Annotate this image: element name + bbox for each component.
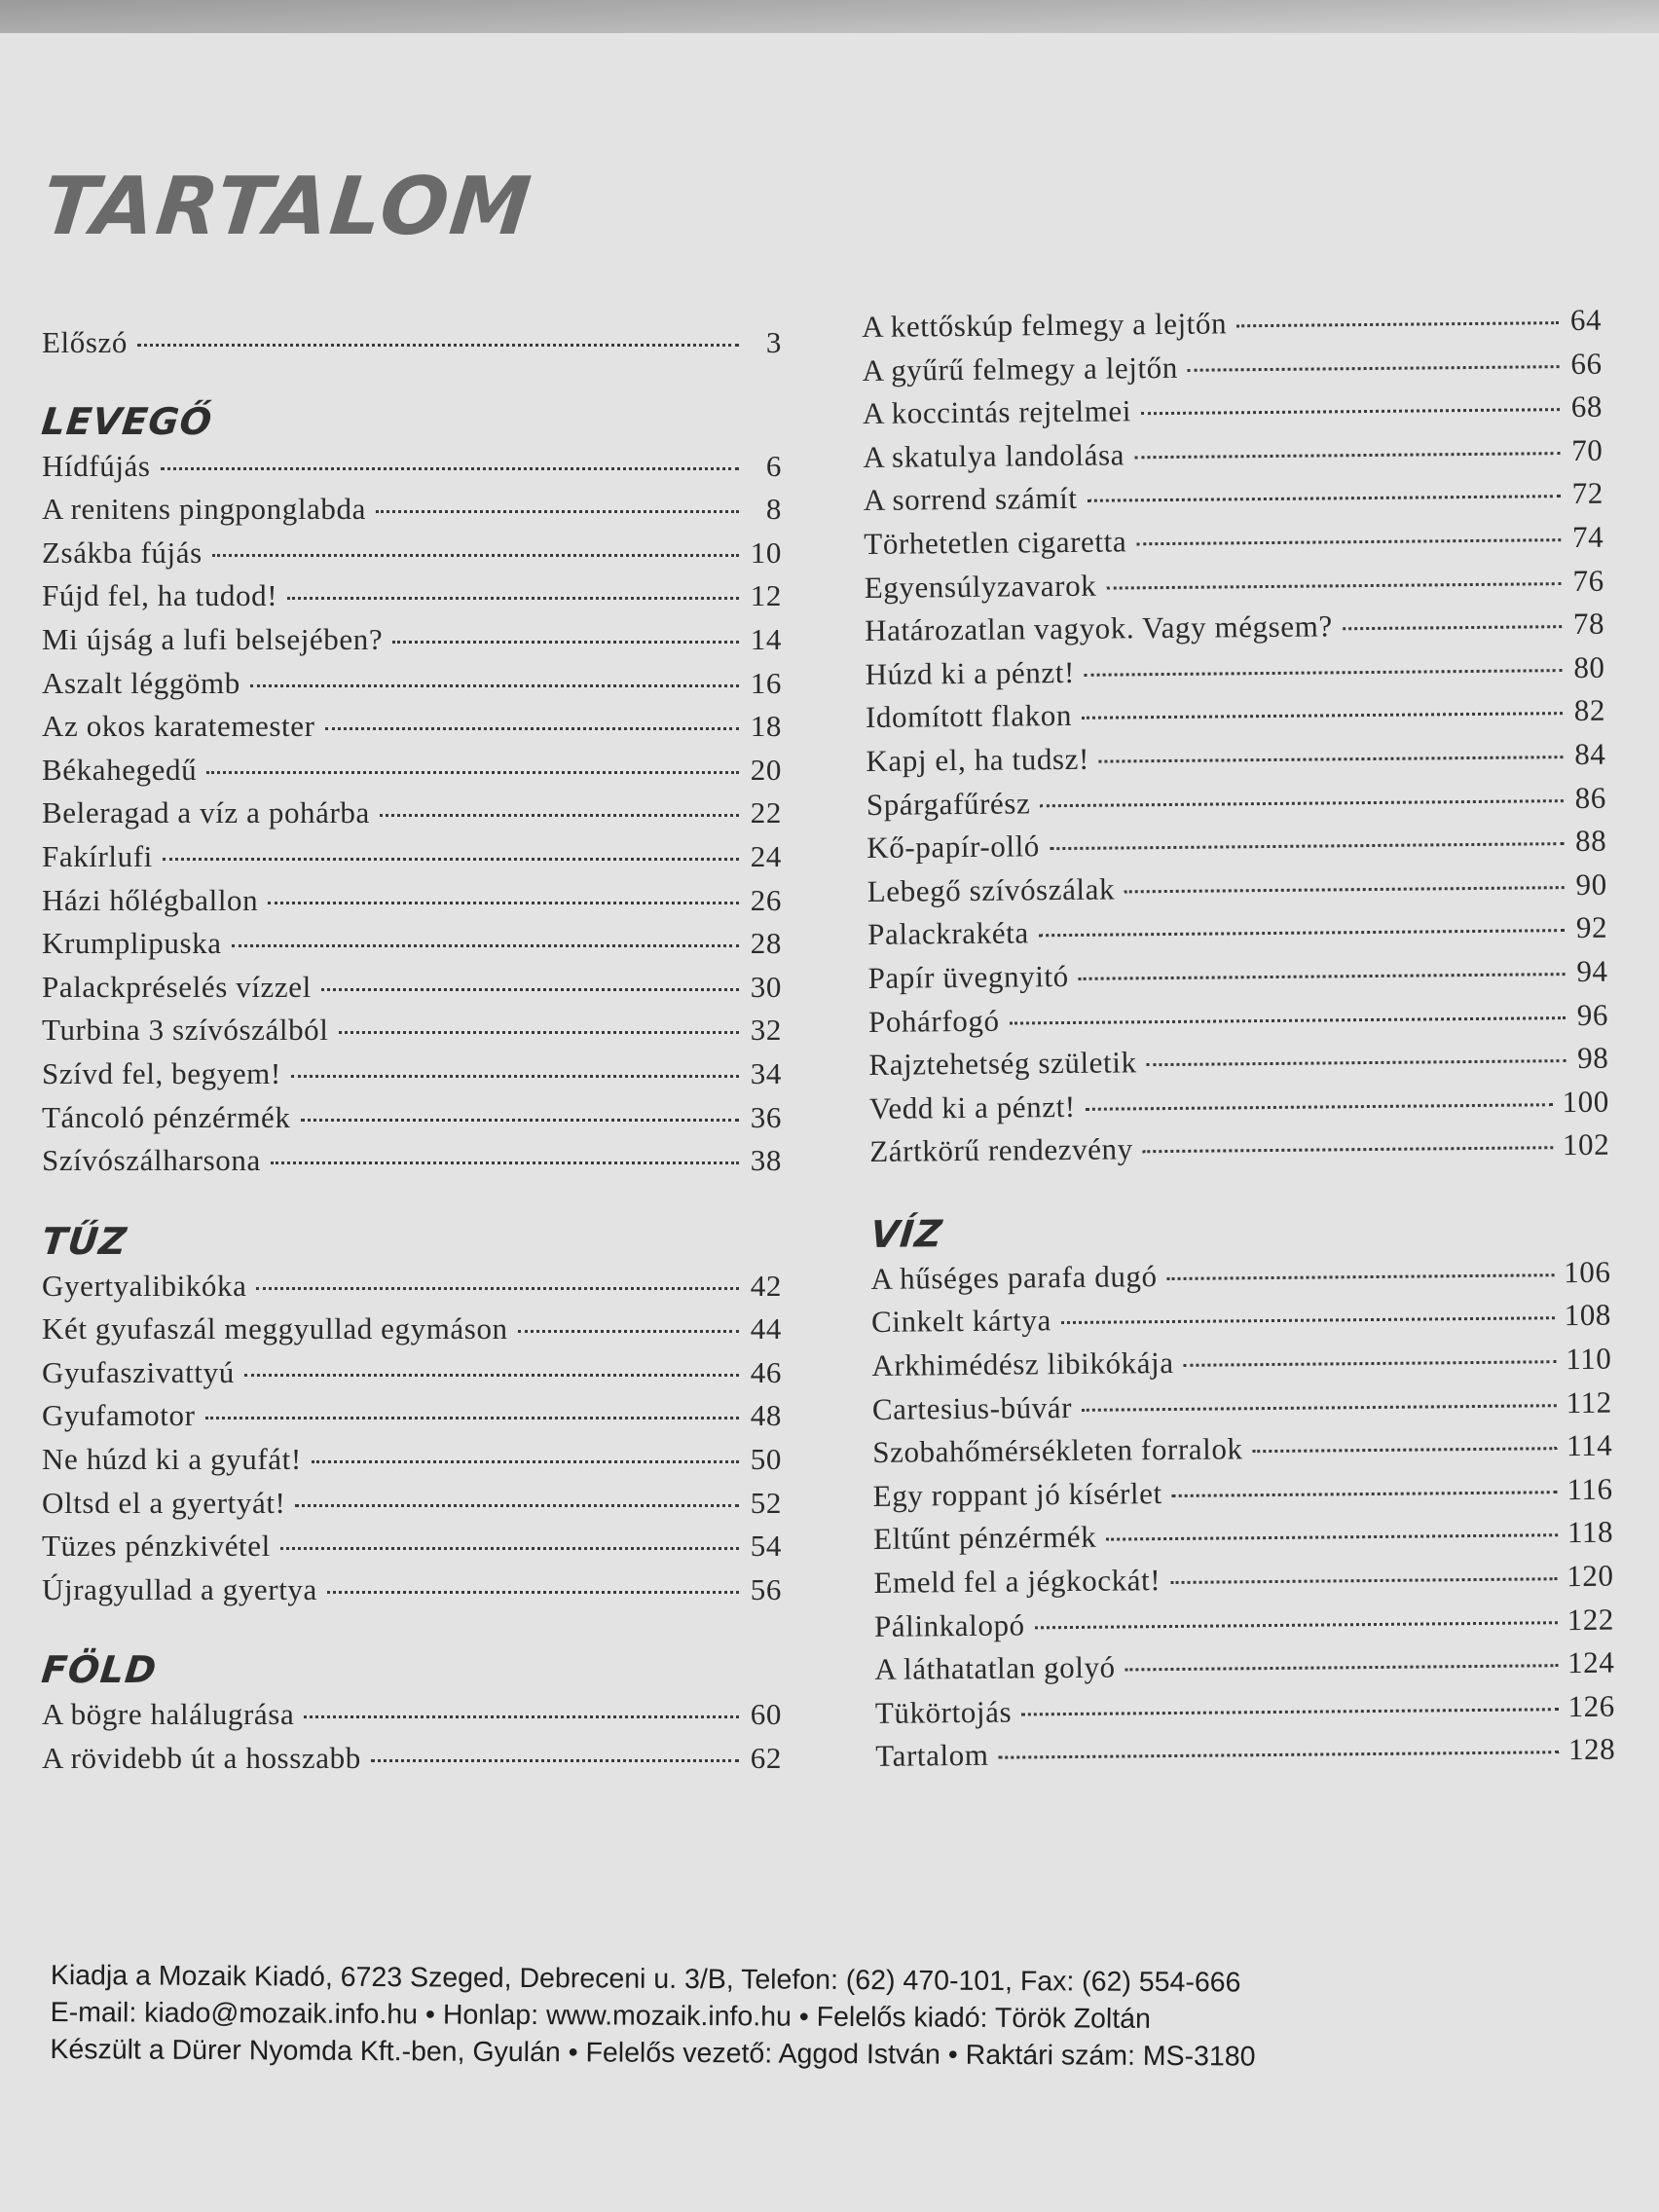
toc-entry <box>42 622 782 666</box>
toc-entry <box>863 432 1603 483</box>
toc-entry-title: Ne húzd ki a gyufát! <box>42 1442 302 1477</box>
toc-entry-title: A renitens pingponglabda <box>42 492 366 527</box>
toc-entry-page: 60 <box>750 1697 782 1732</box>
toc-entry-title: Idomított flakon <box>865 698 1073 735</box>
leader-dots <box>1147 1059 1567 1066</box>
toc-entry-title: A koccintás rejtelmei <box>862 393 1132 431</box>
toc-entry-title: Húzd ki a pénzt! <box>865 654 1076 691</box>
toc-entry <box>874 1645 1614 1696</box>
leader-dots <box>376 510 739 513</box>
toc-entry <box>863 389 1603 440</box>
toc-entry <box>42 449 782 493</box>
leader-dots <box>1082 712 1563 719</box>
toc-entry <box>875 1688 1615 1739</box>
toc-entry-title: A rövidebb út a hosszabb <box>42 1741 361 1776</box>
toc-entry-title: Palackpréselés vízzel <box>42 969 312 1004</box>
toc-section-fold-continued <box>862 303 1610 1178</box>
toc-entry-title: Egy roppant jó kísérlet <box>872 1475 1162 1513</box>
toc-entry-page: 98 <box>1577 1040 1609 1076</box>
toc-entry <box>42 325 782 369</box>
toc-entry-title: Palackrakéta <box>866 915 1029 952</box>
toc-entry-title: A kettőskúp felmegy a lejtőn <box>862 306 1228 344</box>
leader-dots <box>1079 973 1566 980</box>
toc-entry <box>871 1298 1611 1348</box>
leader-dots <box>1021 1708 1558 1715</box>
toc-entry-title: Békahegedű <box>42 752 198 787</box>
toc-entry-page: 6 <box>765 448 782 483</box>
leader-dots <box>1061 1317 1555 1325</box>
leader-dots <box>339 1031 740 1034</box>
imprint-line: Kiadja a Mozaik Kiadó, 6723 Szeged, Debreceni u. 3/B, Telefon: (62) 470-101, Fax: (62) 554-666 <box>50 1960 1241 1999</box>
toc-entry <box>42 1269 782 1312</box>
toc-entry <box>864 520 1604 571</box>
toc-entry-title: Szobahőmérsékleten forralok <box>872 1431 1243 1470</box>
toc-entry <box>873 1515 1613 1566</box>
leader-dots <box>1086 1103 1553 1111</box>
leader-dots <box>301 1119 740 1122</box>
toc-entry <box>865 649 1604 700</box>
leader-dots <box>212 554 739 557</box>
leader-dots <box>256 1287 739 1290</box>
toc-entry <box>42 795 782 839</box>
leader-dots <box>280 1547 739 1550</box>
toc-entry <box>873 1471 1613 1522</box>
toc-entry-title: Szívószálharsona <box>42 1143 261 1178</box>
toc-entry-page: 36 <box>750 1099 782 1134</box>
toc-entry <box>866 824 1606 874</box>
toc-entry-title: A láthatatlan golyó <box>874 1649 1116 1687</box>
toc-entry-title: Rajztehetség születik <box>868 1045 1137 1083</box>
toc-entry-title: Tükörtojás <box>874 1694 1013 1730</box>
toc-entry-page: 86 <box>1574 780 1607 815</box>
toc-entry-title: Zsákba fújás <box>42 535 203 570</box>
page-title: TARTALOM <box>38 161 537 253</box>
toc-entry <box>866 737 1605 788</box>
imprint-line: Készült a Dürer Nyomda Kft.-ben, Gyulán • Felelős vezető: Aggod István • Raktári szám: MS-3180 <box>50 2033 1256 2073</box>
toc-entry-page: 32 <box>750 1013 782 1048</box>
toc-entry <box>865 563 1604 613</box>
toc-section-levego <box>42 449 782 1187</box>
leader-dots <box>206 771 739 774</box>
leader-dots <box>518 1330 739 1333</box>
toc-entry-page: 66 <box>1570 346 1603 381</box>
toc-entry-title: Határozatlan vagyok. Vagy mégsem? <box>864 608 1333 648</box>
toc-entry <box>873 1559 1613 1609</box>
toc-entry-page: 118 <box>1567 1515 1614 1550</box>
leader-dots <box>163 858 739 861</box>
toc-entry-page: 88 <box>1574 823 1607 859</box>
toc-entry <box>42 1143 782 1187</box>
toc-entry-title: Krumplipuska <box>42 926 222 961</box>
toc-entry-title: A bögre halálugrása <box>42 1697 295 1732</box>
toc-entry-title: Gyufaszivattyú <box>42 1354 235 1389</box>
toc-entry <box>870 1255 1610 1306</box>
toc-entry-page: 30 <box>750 969 782 1004</box>
toc-entry-page: 64 <box>1569 302 1603 338</box>
leader-dots <box>1124 886 1565 893</box>
toc-section-viz <box>870 1255 1615 1783</box>
section-heading-fold: FÖLD <box>39 1648 160 1692</box>
toc-entry <box>42 1741 782 1785</box>
toc-entry-page: 26 <box>750 882 782 917</box>
leader-dots <box>1143 1147 1553 1154</box>
section-heading-viz: VÍZ <box>868 1212 945 1256</box>
toc-entry <box>42 1056 782 1100</box>
leader-dots <box>325 727 739 730</box>
toc-entry <box>872 1384 1612 1435</box>
toc-entry-page: 34 <box>750 1055 782 1090</box>
toc-entry-title: Kapj el, ha tudsz! <box>866 741 1090 778</box>
leader-dots <box>1050 842 1564 850</box>
toc-entry-title: Az okos karatemester <box>42 709 315 744</box>
toc-entry <box>42 1572 782 1616</box>
toc-entry-title: Táncoló pénzérmék <box>42 1099 291 1134</box>
leader-dots <box>295 1504 739 1507</box>
toc-entry-page: 122 <box>1567 1602 1615 1637</box>
toc-entry-page: 128 <box>1567 1732 1616 1767</box>
toc-entry-title: Két gyufaszál meggyullad egymáson <box>42 1311 508 1346</box>
toc-entry-page: 90 <box>1575 866 1607 902</box>
toc-entry-title: Lebegő szívószálak <box>866 871 1116 908</box>
toc-entry <box>42 709 782 753</box>
toc-entry <box>871 1342 1611 1392</box>
toc-entry-title: Fújd fel, ha tudod! <box>42 578 278 613</box>
leader-dots <box>1170 1577 1557 1584</box>
toc-entry-page: 76 <box>1572 563 1604 598</box>
toc-entry-page: 94 <box>1576 953 1608 988</box>
toc-entry-page: 42 <box>750 1268 782 1303</box>
toc-entry-title: Egyensúlyzavarok <box>864 568 1097 605</box>
toc-entry-title: Gyufamotor <box>42 1398 196 1433</box>
toc-entry <box>42 1100 782 1144</box>
toc-entry-page: 18 <box>750 709 782 744</box>
toc-entry-page: 92 <box>1575 909 1608 945</box>
toc-entry-page: 78 <box>1572 606 1605 642</box>
leader-dots <box>137 344 739 347</box>
imprint-line: E-mail: kiado@mozaik.info.hu • Honlap: www.mozaik.info.hu • Felelős kiadó: Török Zoltán <box>50 1996 1152 2035</box>
toc-entry-page: 28 <box>750 926 782 961</box>
toc-entry <box>42 1486 782 1530</box>
toc-entry <box>869 1127 1609 1178</box>
toc-entry-title: A sorrend számít <box>863 481 1078 518</box>
leader-dots <box>244 1374 739 1377</box>
leader-dots <box>1040 799 1564 807</box>
toc-entry-page: 3 <box>765 325 782 359</box>
toc-entry-title: Kő-papír-olló <box>866 829 1041 866</box>
toc-entry-page: 54 <box>750 1529 782 1564</box>
leader-dots <box>1141 408 1560 415</box>
toc-entry <box>862 346 1602 396</box>
leader-dots <box>271 1161 739 1164</box>
leader-dots <box>1106 1534 1558 1541</box>
toc-entry <box>875 1732 1615 1783</box>
leader-dots <box>312 1460 739 1463</box>
toc-entry-title: A gyűrű felmegy a lejtőn <box>862 350 1179 387</box>
toc-entry-page: 24 <box>750 838 782 873</box>
toc-entry-page: 62 <box>750 1741 782 1776</box>
leader-dots <box>1125 1664 1558 1671</box>
leader-dots <box>1010 1016 1566 1024</box>
toc-entry-page: 116 <box>1567 1471 1613 1506</box>
toc-entry-title: Tartalom <box>875 1738 989 1774</box>
toc-entry <box>42 578 782 622</box>
toc-entry <box>42 926 782 970</box>
toc-entry-title: Szívd fel, begyem! <box>42 1055 281 1090</box>
toc-entry-page: 96 <box>1576 997 1609 1032</box>
toc-entry-page: 124 <box>1567 1644 1615 1680</box>
toc-entry-page: 8 <box>765 492 782 527</box>
toc-entry-page: 46 <box>750 1354 782 1389</box>
toc-entry-page: 72 <box>1571 476 1604 511</box>
toc-entry-page: 38 <box>750 1143 782 1178</box>
toc-entry-page: 56 <box>750 1571 782 1606</box>
toc-entry-page: 14 <box>750 621 782 656</box>
toc-entry-title: Eltűnt pénzérmék <box>872 1520 1097 1557</box>
leader-dots <box>1167 1273 1555 1280</box>
toc-entry <box>42 535 782 579</box>
leader-dots <box>1188 365 1560 372</box>
toc-entry <box>42 666 782 710</box>
toc-entry-page: 10 <box>750 535 782 570</box>
toc-entry-page: 50 <box>750 1442 782 1477</box>
leader-dots <box>327 1591 739 1594</box>
toc-entry-title: Cartesius-búvár <box>871 1389 1073 1426</box>
toc-entry-title: Tüzes pénzkivétel <box>42 1529 271 1564</box>
publisher-imprint <box>50 1957 1256 2076</box>
toc-entry-title: Fakírlufi <box>42 838 153 873</box>
toc-entry-page: 80 <box>1573 649 1605 684</box>
leader-dots <box>371 1759 739 1762</box>
toc-entry-page: 74 <box>1571 519 1604 554</box>
toc-right-column <box>862 303 1615 1783</box>
leader-dots <box>232 944 739 947</box>
leader-dots <box>205 1417 739 1419</box>
leader-dots <box>1082 1404 1557 1412</box>
leader-dots <box>161 467 739 470</box>
leader-dots <box>1088 495 1561 502</box>
leader-dots <box>1236 321 1559 327</box>
toc-entry <box>42 753 782 796</box>
leader-dots <box>1099 756 1564 763</box>
toc-entry <box>874 1602 1614 1652</box>
toc-entry-title: Arkhimédész libikókája <box>871 1346 1174 1383</box>
toc-entry-title: Oltsd el a gyertyát! <box>42 1485 286 1520</box>
toc-entry-title: Aszalt léggömb <box>42 665 240 700</box>
toc-entry-page: 100 <box>1562 1084 1610 1119</box>
toc-entry-page: 20 <box>750 752 782 787</box>
leader-dots <box>304 1715 739 1718</box>
toc-entry <box>42 883 782 927</box>
leader-dots <box>1253 1447 1558 1453</box>
leader-dots <box>250 684 739 687</box>
toc-entry <box>867 954 1607 1005</box>
toc-entry <box>42 1442 782 1486</box>
toc-entry-page: 52 <box>750 1485 782 1520</box>
leader-dots <box>1172 1491 1558 1497</box>
toc-entry <box>42 492 782 535</box>
toc-entry-title: Házi hőlégballon <box>42 882 259 917</box>
toc-section-fold <box>42 1697 782 1784</box>
leader-dots <box>1085 669 1563 677</box>
toc-entry-page: 44 <box>750 1311 782 1346</box>
leader-dots <box>1134 452 1560 459</box>
leader-dots <box>1039 929 1565 937</box>
leader-dots <box>1343 625 1562 630</box>
toc-entry <box>868 1041 1608 1091</box>
toc-entry-page: 22 <box>750 795 782 830</box>
toc-entry-title: A skatulya landolása <box>863 437 1125 474</box>
toc-entry-title: Vedd ki a pénzt! <box>868 1088 1076 1125</box>
toc-entry-title: Újragyullad a gyertya <box>42 1571 317 1606</box>
toc-entry-title: Spárgafűrész <box>866 785 1031 822</box>
toc-entry <box>869 1084 1609 1134</box>
toc-entry-page: 114 <box>1566 1427 1613 1463</box>
leader-dots <box>291 1075 739 1078</box>
toc-entry-title: Turbina 3 szívószálból <box>42 1013 329 1048</box>
section-heading-levego: LEVEGŐ <box>39 399 215 443</box>
toc-entry-page: 126 <box>1567 1688 1615 1723</box>
leader-dots <box>380 814 739 817</box>
section-heading-tuz: TŰZ <box>39 1219 129 1263</box>
toc-entry <box>862 303 1602 353</box>
toc-entry-title: Mi újság a lufi belsejében? <box>42 621 384 656</box>
toc-entry <box>865 607 1604 657</box>
toc-entry <box>864 476 1604 527</box>
toc-entry <box>42 1398 782 1442</box>
toc-entry-page: 112 <box>1566 1384 1612 1419</box>
leader-dots <box>1035 1621 1558 1629</box>
toc-entry-page: 120 <box>1567 1558 1614 1594</box>
toc-entry <box>866 780 1606 830</box>
toc-section-tuz <box>42 1269 782 1616</box>
toc-entry-title: Hídfújás <box>42 448 151 483</box>
toc-entry-title: Gyertyalibikóka <box>42 1268 247 1303</box>
toc-entry-page: 106 <box>1564 1254 1611 1289</box>
toc-entry <box>866 693 1605 744</box>
toc-entry-title: Emeld fel a jégkockát! <box>873 1563 1161 1600</box>
toc-entry-page: 68 <box>1570 388 1604 424</box>
leader-dots <box>1106 582 1561 589</box>
toc-entry <box>42 1311 782 1355</box>
toc-entry <box>867 866 1607 917</box>
toc-entry-title: Pohárfogó <box>867 1003 1000 1039</box>
toc-entry <box>42 839 782 883</box>
toc-entry <box>872 1428 1612 1479</box>
toc-entry <box>42 1697 782 1741</box>
toc-entry <box>868 997 1608 1048</box>
toc-entry-page: 110 <box>1566 1341 1612 1377</box>
toc-entry-page: 108 <box>1564 1298 1612 1333</box>
toc-entry-title: Előszó <box>42 325 128 359</box>
toc-entry-title: Zártkörű rendezvény <box>869 1131 1133 1169</box>
toc-entry <box>42 1013 782 1056</box>
leader-dots <box>1184 1360 1557 1367</box>
toc-entry-title: Cinkelt kártya <box>870 1303 1052 1340</box>
toc-entry <box>42 1529 782 1572</box>
toc-entry-page: 102 <box>1562 1126 1610 1162</box>
toc-entry-page: 12 <box>750 578 782 613</box>
leader-dots <box>999 1751 1559 1760</box>
toc-entry-page: 70 <box>1571 432 1604 467</box>
leader-dots <box>268 902 739 904</box>
toc-entry-title: Pálinkalopó <box>873 1607 1025 1643</box>
toc-entry <box>42 1355 782 1399</box>
leader-dots <box>321 988 739 991</box>
toc-entry <box>42 970 782 1014</box>
leader-dots <box>1136 538 1561 545</box>
toc-entry-title: Törhetetlen cigaretta <box>864 524 1127 561</box>
toc-entry-page: 84 <box>1574 736 1606 771</box>
toc-entry-page: 82 <box>1573 693 1606 728</box>
toc-entry-title: Beleragad a víz a pohárba <box>42 795 370 830</box>
toc-entry-page: 16 <box>750 665 782 700</box>
toc-entry-title: Papír üvegnyitó <box>867 958 1069 995</box>
leader-dots <box>392 641 739 644</box>
toc-entry-page: 48 <box>750 1398 782 1433</box>
toc-entry <box>867 910 1607 961</box>
toc-left-column <box>39 325 782 1785</box>
toc-entry-title: A hűséges parafa dugó <box>870 1259 1158 1296</box>
leader-dots <box>287 597 739 600</box>
